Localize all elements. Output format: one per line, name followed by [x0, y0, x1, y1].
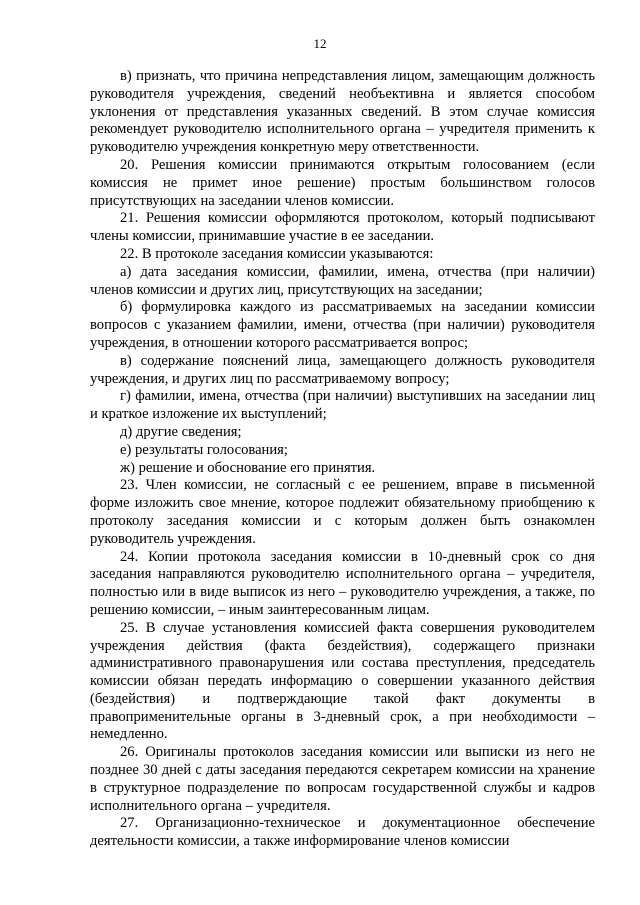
- paragraph-24: 24. Копии протокола заседания комиссии в 10-дневный срок со дня заседания направляются руководителю исполнительного органа – учредителя, полностью или в виде выписок из него – руководителю учреждения, а также, по решению комиссии, – иным заинтересованным лицам.: [90, 548, 595, 618]
- paragraph-v-recognize: в) признать, что причина непредставления лицом, замещающим должность руководителя учреждения, сведений необъективна и является способом уклонения от представления указанных сведений. В этом случае комиссия рекомендует руководителю исполнительного органа – учредителя применить к руководителю учреждения конкретную меру ответственности.: [90, 68, 595, 156]
- page-number: 12: [313, 36, 327, 51]
- paragraph-21: 21. Решения комиссии оформляются протоколом, который подписывают члены комиссии, принимавшие участие в ее заседании.: [90, 210, 595, 245]
- document-body: [90, 68, 595, 851]
- paragraph-27: 27. Организационно-техническое и документационное обеспечение деятельности комиссии, а также информирование членов комиссии: [90, 815, 595, 850]
- paragraph-22-v: в) содержание пояснений лица, замещающего должность руководителя учреждения, и других лиц по рассматриваемому вопросу;: [90, 352, 595, 387]
- paragraph-22-b: б) формулировка каждого из рассматриваемых на заседании комиссии вопросов с указанием фамилии, имени, отчества (при наличии) руководителя учреждения, в отношении которого рассматривается вопрос;: [90, 299, 595, 351]
- paragraph-22-e: е) результаты голосования;: [120, 441, 288, 458]
- paragraph-23: 23. Член комиссии, не согласный с ее решением, вправе в письменной форме изложить свое мнение, которое подлежит обязательному приобщению к протоколу заседания комиссии и с которым должен быть ознакомлен руководитель учреждения.: [90, 477, 595, 547]
- paragraph-26: 26. Оригиналы протоколов заседания комиссии или выписки из него не позднее 30 дней с даты заседания передаются секретарем комиссии на хранение в структурное подразделение по вопросам государственной службы и кадров исполнительного органа – учредителя.: [90, 744, 595, 814]
- paragraph-22: 22. В протоколе заседания комиссии указываются:: [120, 245, 434, 262]
- paragraph-22-zh: ж) решение и обоснование его принятия.: [120, 459, 376, 476]
- paragraph-25: 25. В случае установления комиссией факта совершения руководителем учреждения действия (факта бездействия), содержащего признаки административного правонарушения или состава преступления, председатель комиссии обязан передать информацию о совершении указанного действия (бездействия) и подтверждающие такой факт документы в правоприменительные органы в 3-дневный срок, а при необходимости – немедленно.: [90, 619, 595, 743]
- paragraph-22-a: а) дата заседания комиссии, фамилии, имена, отчества (при наличии) членов комиссии и других лиц, присутствующих на заседании;: [90, 263, 595, 298]
- paragraph-22-d: д) другие сведения;: [120, 423, 242, 440]
- paragraph-20: 20. Решения комиссии принимаются открытым голосованием (если комиссия не примет иное решение) простым большинством голосов присутствующих на заседании членов комиссии.: [90, 156, 595, 209]
- paragraph-22-g: г) фамилии, имена, отчества (при наличии) выступивших на заседании лиц и краткое изложение их выступлений;: [90, 388, 595, 423]
